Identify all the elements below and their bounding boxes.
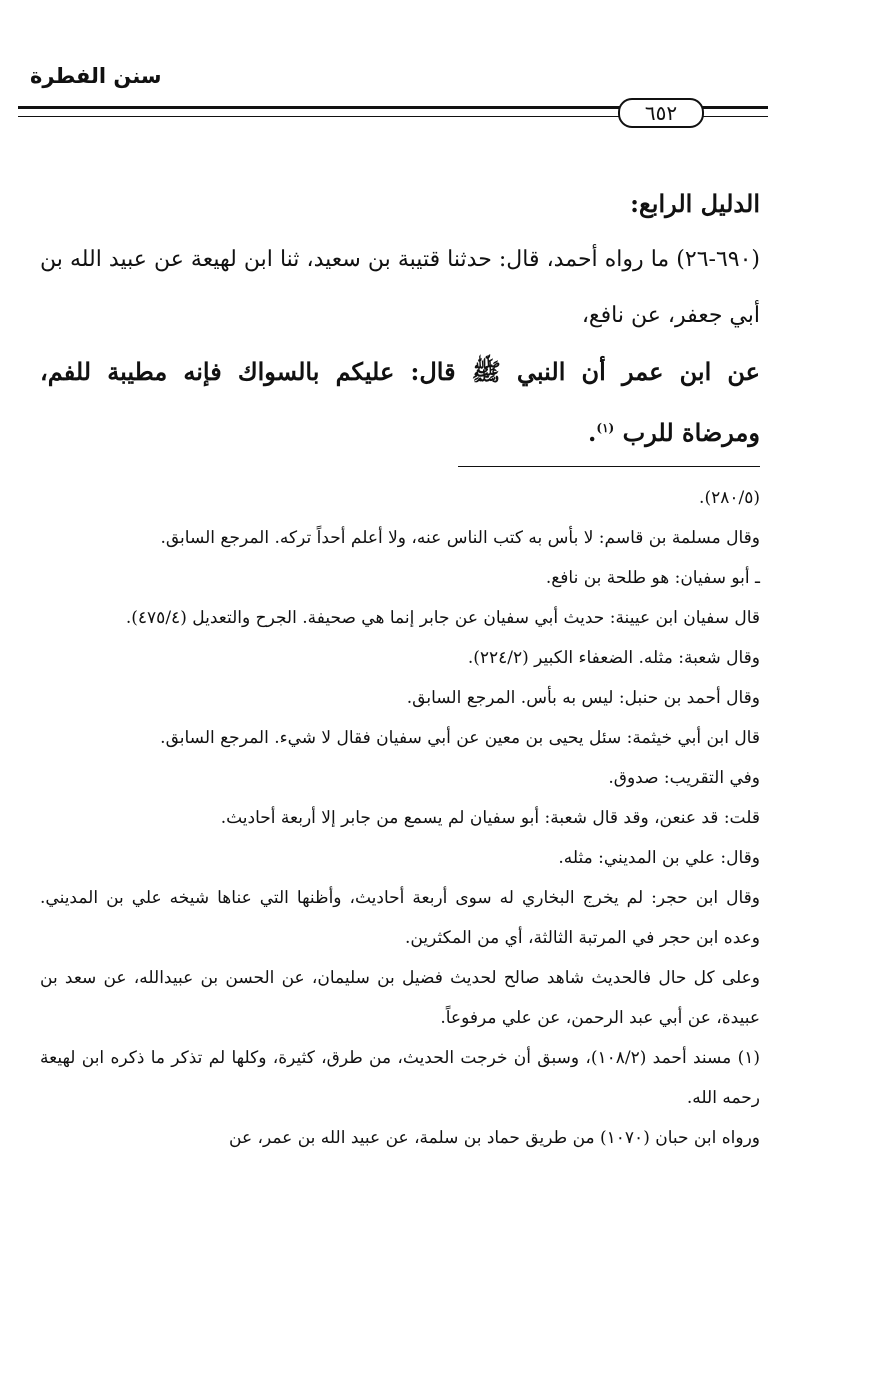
hadith-body: عن ابن عمر أن النبي ﷺ قال: عليكم بالسواك فإنه مطيبة للفم، ومرضاة للرب (40, 357, 760, 447)
footnote-line: ـ أبو سفيان: هو طلحة بن نافع. (545, 568, 760, 588)
footnote-line: وقال شعبة: مثله. الضعفاء الكبير (٢٢٤/٢). (467, 648, 760, 668)
footnote-line: وعلى كل حال فالحديث شاهد صالح لحديث فضيل بن سليمان، عن الحسن بن عبيدالله، عن سعد بن عبيدة، عن أبي عبد الرحمن، عن علي مرفوعاً. (40, 968, 760, 1028)
footnote-line: قال سفيان ابن عيينة: حديث أبي سفيان عن جابر إنما هي صحيفة. الجرح والتعديل (٤٧٥/٤). (125, 608, 760, 628)
footnote-line: وقال: علي بن المديني: مثله. (558, 848, 760, 868)
footnote-line: (١) مسند أحمد (١٠٨/٢)، وسبق أن خرجت الحديث، من طرق، كثيرة، وكلها لم تذكر ما ذكره ابن لهيعة رحمه الله. (40, 1048, 760, 1108)
footnote-line: قال ابن أبي خيثمة: سئل يحيى بن معين عن أبي سفيان فقال لا شيء. المرجع السابق. (160, 728, 760, 748)
footnote-line: وقال ابن حجر: لم يخرج البخاري له سوى أربعة أحاديث، وأظنها التي عناها شيخه علي بن المديني. وعده ابن حجر في المرتبة الثالثة، أي من المكثرين. (40, 888, 760, 948)
footnotes (40, 478, 760, 1158)
running-header-title: سنن الفطرة (30, 64, 162, 88)
footnote-ref: (١) (596, 421, 615, 435)
page-number: ٦٥٢ (618, 98, 704, 128)
footnote-line: وقال أحمد بن حنبل: ليس به بأس. المرجع السابق. (406, 688, 760, 708)
footnote-line: ورواه ابن حبان (١٠٧٠) من طريق حماد بن سلمة، عن عبيد الله بن عمر، عن (229, 1128, 760, 1148)
hadith-text (40, 344, 760, 461)
footnote-separator (458, 466, 760, 467)
footnote-line: قلت: قد عنعن، وقد قال شعبة: أبو سفيان لم يسمع من جابر إلا أربعة أحاديث. (220, 808, 760, 828)
main-text (40, 176, 760, 461)
hadith-end: . (588, 418, 597, 447)
footnote-line: (٢٨٠/٥). (699, 488, 760, 508)
section-heading: الدليل الرابع: (630, 189, 760, 218)
footnote-line: وفي التقريب: صدوق. (608, 768, 760, 788)
footnote-line: وقال مسلمة بن قاسم: لا بأس به كتب الناس عنه، ولا أعلم أحداً تركه. المرجع السابق. (160, 528, 760, 548)
isnad-paragraph: (٦٩٠-٢٦) ما رواه أحمد، قال: حدثنا قتيبة بن سعيد، ثنا ابن لهيعة عن عبيد الله بن أبي جعفر، عن نافع، (40, 247, 760, 328)
